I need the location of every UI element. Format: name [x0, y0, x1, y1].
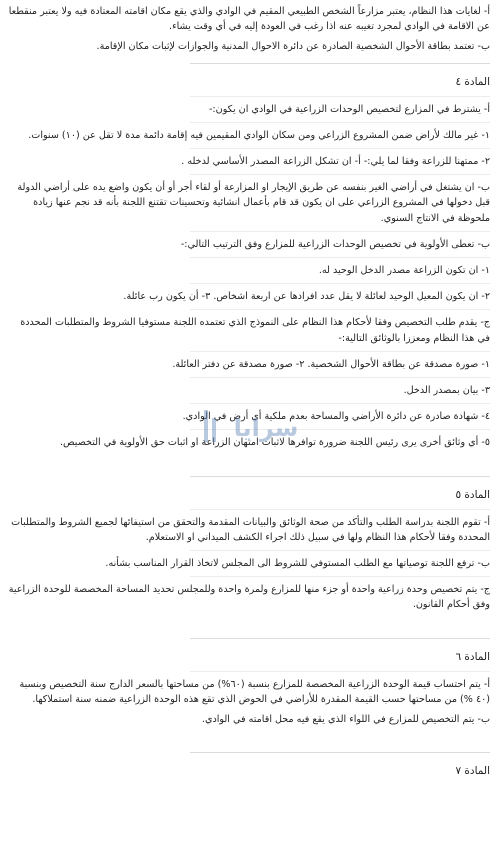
- section-divider: [190, 752, 490, 753]
- article-heading: المادة ٥: [455, 488, 490, 501]
- section-article-7: [6, 763, 490, 779]
- article-heading: المادة ٤: [455, 75, 490, 88]
- watermark-text: سرايا: [233, 414, 299, 442]
- section-article-5: [6, 487, 490, 613]
- paragraph: ٥- أي وثائق أخرى يرى رئيس اللجنة ضرورة توافرها لاثبات امتهان الزراعة او اثبات حق الأولوية في التخصيص.: [60, 437, 490, 449]
- article-heading: المادة ٧: [455, 765, 490, 778]
- divider: [190, 576, 490, 577]
- paragraph: ١- غير مالك لأراض ضمن المشروع الزراعي ومن سكان الوادي المقيمين فيه إقامة دائمة مدة لا تقل عن (١٠) سنوات.: [28, 129, 490, 141]
- divider: [190, 257, 490, 258]
- divider: [190, 96, 490, 97]
- paragraph: ب- ان يشتغل في أراضي الغير بنفسه عن طريق الإيجار او المزارعة أو لقاء أجر أو أن يكون واضع يده على أراضي الدولة قبل دخولها في المشروع الزراعي على ان يكون قد قام بأعمال انشائية وتحسينات تقتنع اللجنة بأنه قد نجم عنها زيادة ملحوظة في الانتاج السنوي.: [17, 182, 490, 224]
- divider: [190, 231, 490, 232]
- paragraph: أ- لغايات هذا النظام، يعتبر مزارعاً الشخص الطبيعي المقيم في الوادي والذي يقع مكان اقامته المعتادة فيه ولا يعتبر منقطعا عن الاقامة في الوادي لمجرد تغيبه عنه اذا رغب في العودة إليه في أي وقت يشاء.: [8, 6, 490, 33]
- paragraph: أ- يشترط في المزارع لتخصيص الوحدات الزراعية في الوادي ان يكون:-: [208, 103, 490, 115]
- divider: [190, 429, 490, 430]
- divider: [190, 122, 490, 123]
- divider: [190, 174, 490, 175]
- divider: [190, 351, 490, 352]
- divider: [190, 309, 490, 310]
- divider: [190, 403, 490, 404]
- paragraph: أ- يتم احتساب قيمة الوحدة الزراعية المخصصة للمزارع بنسبة (٦٠%) من مساحتها بالسعر الدارج سنة التخصيص وبنسبة (٤٠ %) من مساحتها حسب القيمة المقدرة للأراضي في الحوض الذي تقع هذه الوحدة الزراعية ضمنه سنة استملاكها.: [19, 678, 490, 705]
- paragraph: ب- ترفع اللجنة توصياتها مع الطلب المستوفي للشروط الى المجلس لاتخاذ القرار المناسب بشأنه.: [105, 558, 490, 570]
- divider: [190, 671, 490, 672]
- paragraph: ب- تعتمد بطاقة الأحوال الشخصية الصادرة عن دائرة الاحوال المدنية والجوازات لإثبات مكان الإقامة.: [96, 41, 490, 53]
- paragraph: ٣- بيان بمصدر الدخل.: [403, 385, 490, 397]
- section-article-4: [6, 74, 490, 451]
- section-divider: [190, 638, 490, 639]
- section-article-6: [6, 649, 490, 728]
- paragraph: ب- يتم التخصيص للمزارع في اللواء الذي يقع فيه محل اقامته في الوادي.: [201, 714, 490, 726]
- paragraph: ج- يتم تخصيص وحدة زراعية واحدة أو جزء منها للمزارع ولمرة واحدة وللمجلس تحديد المساحة المخصصة للوحدة الزراعية وفق أحكام القانون.: [8, 584, 490, 611]
- section-divider: [190, 476, 490, 477]
- document-page: [6, 4, 490, 785]
- divider: [190, 550, 490, 551]
- paragraph: ١- ان تكون الزراعة مصدر الدخل الوحيد له.: [318, 265, 490, 277]
- paragraph: ١- صورة مصدقة عن بطاقة الأحوال الشخصية. ٢- صورة مصدقة عن دفتر العائلة.: [172, 358, 490, 370]
- paragraph: ٢- ممتهنا للزراعة وفقا لما يلي:- أ- ان تشكل الزراعة المصدر الأساسي لدخله .: [181, 156, 490, 168]
- paragraph: ب- تعطى الأولوية في تخصيص الوحدات الزراعية للمزارع وفق الترتيب التالي:-: [180, 238, 490, 250]
- paragraph: ج- يقدم طلب التخصيص وفقا لأحكام هذا النظام على النموذج الذي تعتمده اللجنة مستوفيا الشروط والمتطلبات المحددة في هذا النظام ومعززا بالوثائق التالية:-: [20, 317, 490, 344]
- divider: [190, 509, 490, 510]
- paragraph: ٤- شهادة صادرة عن دائرة الأراضي والمساحة بعدم ملكية أي أرض في الوادي.: [182, 411, 490, 423]
- section-intro: [6, 4, 490, 55]
- paragraph: ٢- ان يكون المعيل الوحيد لعائلة لا يقل عدد افرادها عن اربعة اشخاص. ٣- أن يكون رب عائلة.: [123, 291, 490, 303]
- section-divider: [190, 63, 490, 64]
- divider: [190, 377, 490, 378]
- paragraph: أ- تقوم اللجنة بدراسة الطلب والتأكد من صحة الوثائق والبيانات المقدمة والتحقق من استيفائها لجميع الشروط والمتطلبات المحددة وفقا لأحكام هذا النظام ولها في سبيل ذلك اجراء الكشف الميداني او الاستعلام.: [11, 516, 490, 543]
- divider: [190, 283, 490, 284]
- article-heading: المادة ٦: [455, 650, 490, 663]
- divider: [190, 148, 490, 149]
